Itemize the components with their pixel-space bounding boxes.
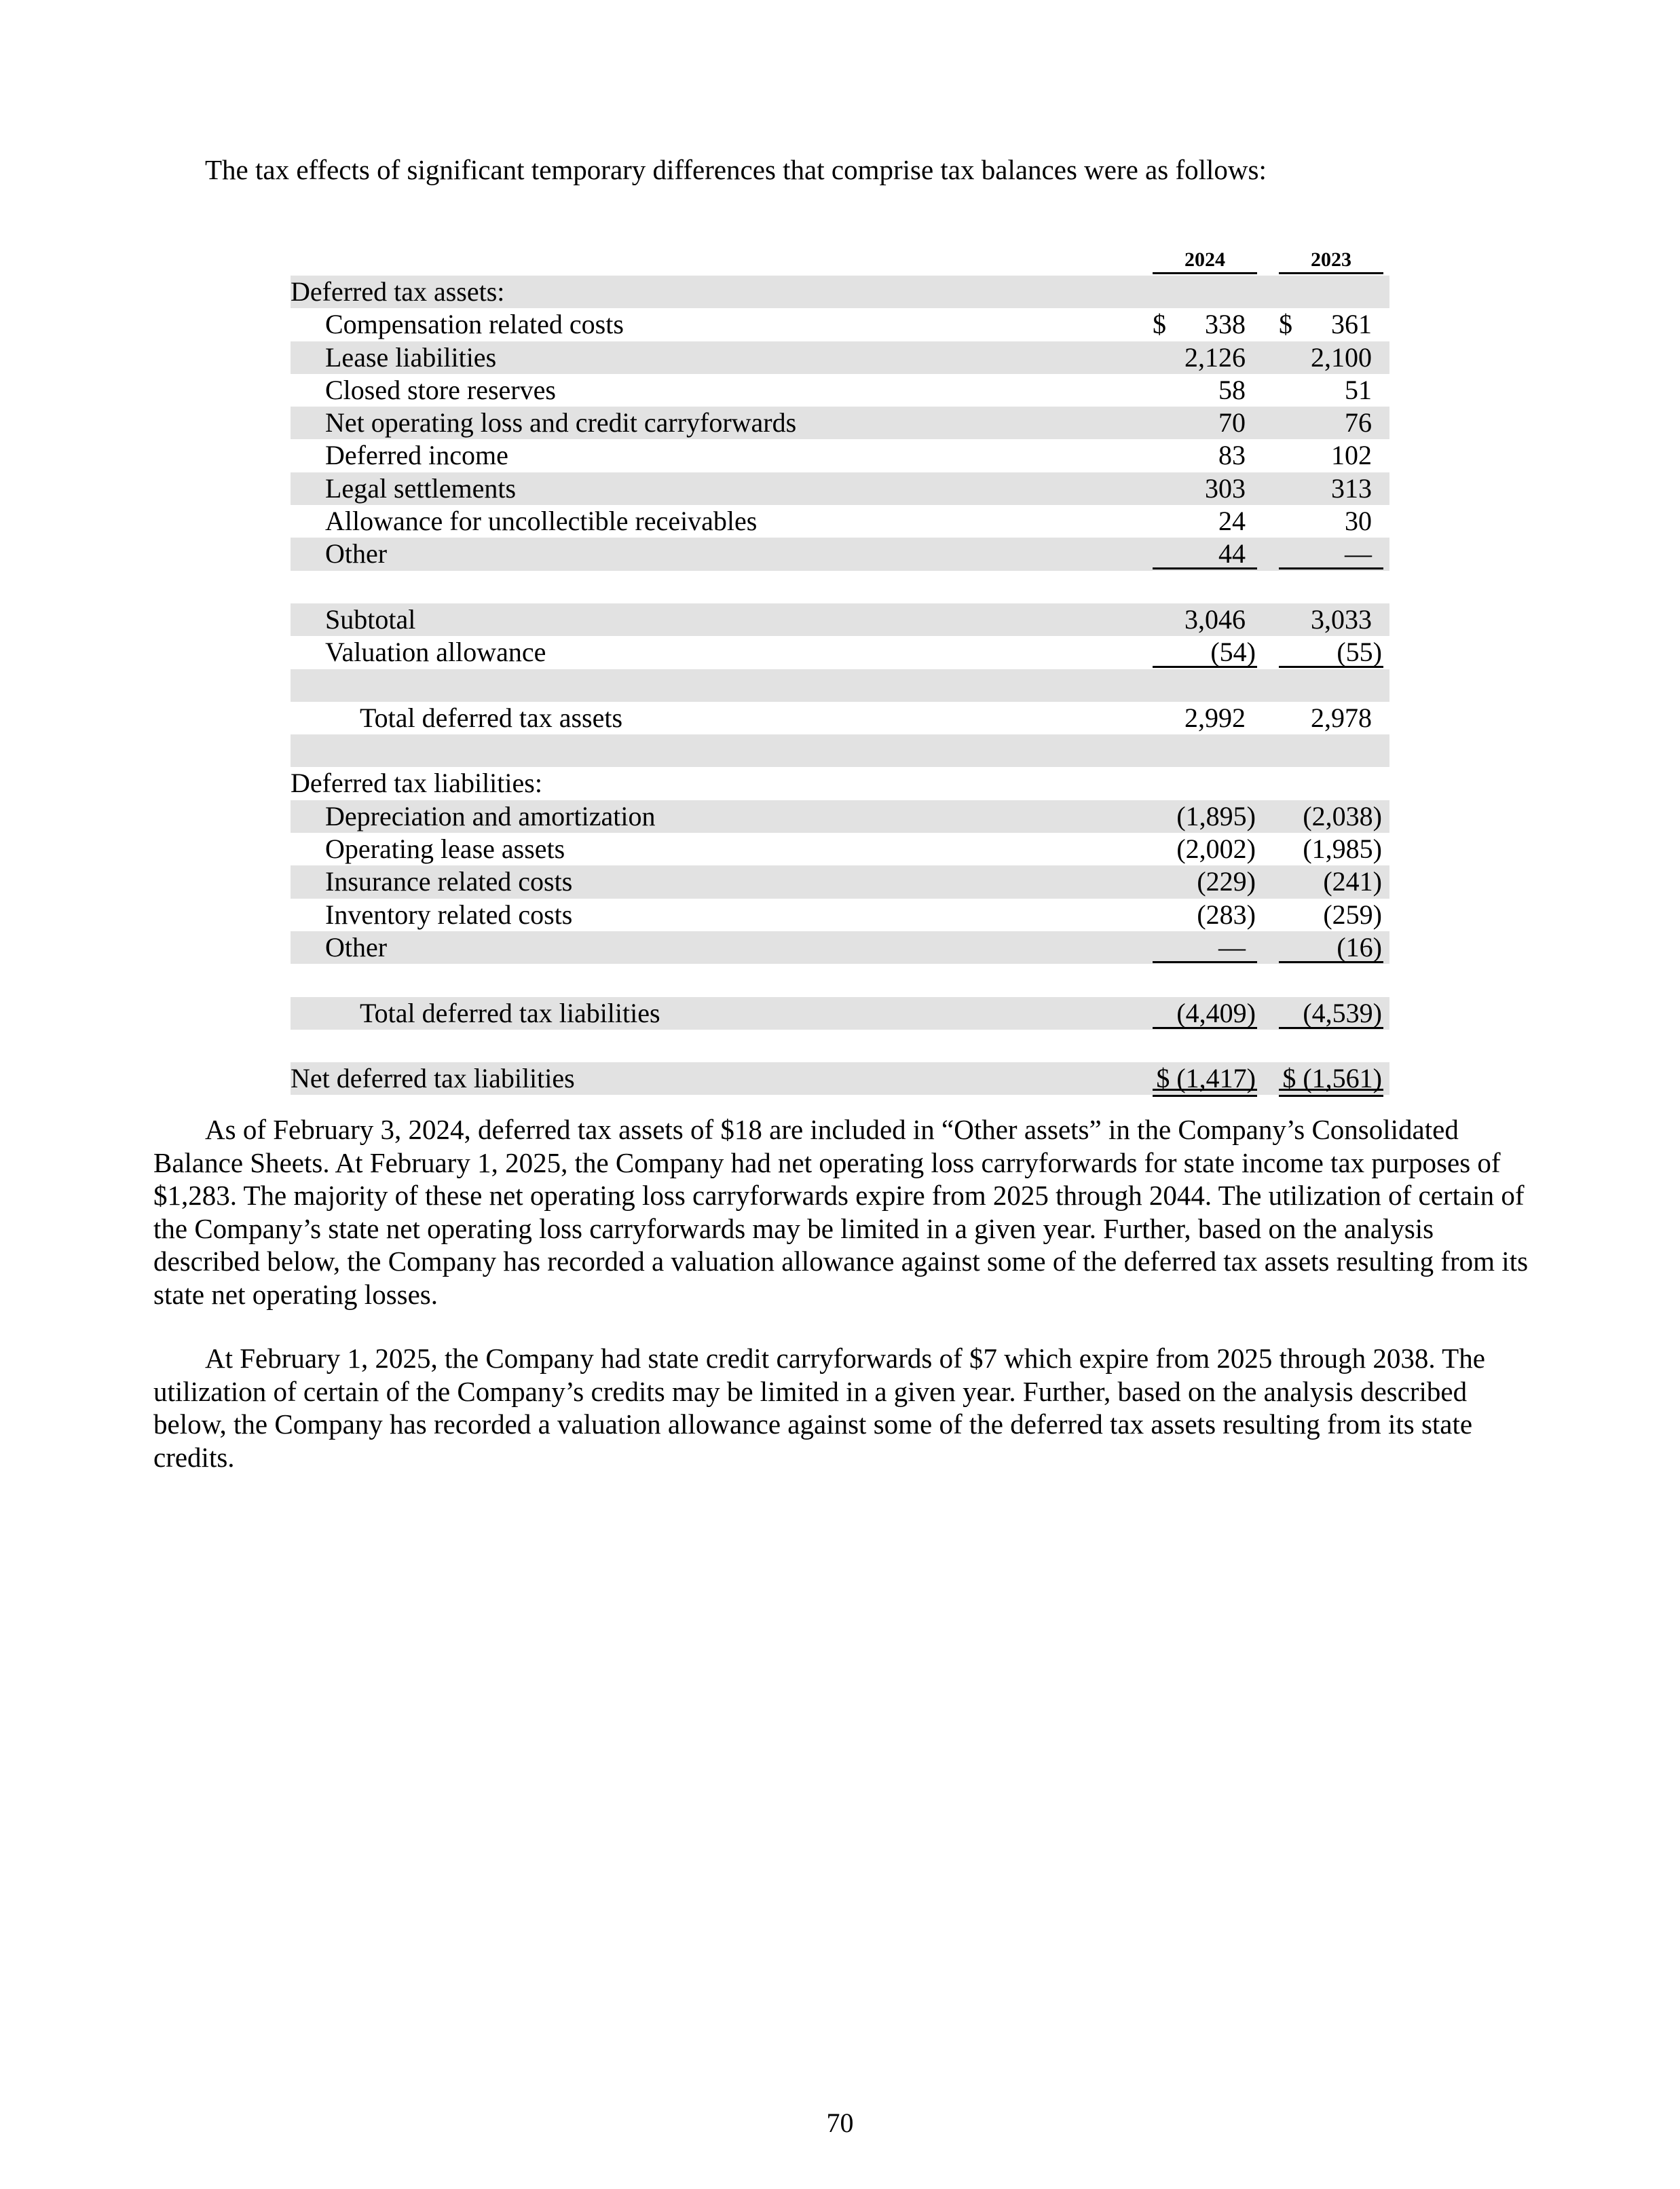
value-2024: (54) [1210, 637, 1256, 668]
value-2024: 303 [1205, 472, 1246, 504]
row-label: Legal settlements [325, 472, 517, 504]
row-label: Lease liabilities [325, 341, 497, 373]
col-header-2024: 2024 [1153, 248, 1257, 274]
table-row [291, 538, 1389, 570]
row-label: Compensation related costs [325, 309, 624, 340]
value-2024: 2,992 [1184, 702, 1246, 733]
value-2024: 44 [1218, 538, 1246, 569]
value-2024: $ (1,417) [1156, 1063, 1256, 1094]
section-header-liabilities [291, 767, 1389, 800]
spacer-row [291, 1030, 1389, 1062]
value-2023: (2,038) [1303, 800, 1382, 831]
value-2024: 83 [1218, 440, 1246, 471]
value-2023: (16) [1337, 931, 1382, 962]
value-2023: 361 [1331, 309, 1372, 340]
section-header-assets [291, 276, 1389, 308]
value-2024: 70 [1218, 407, 1246, 438]
value-2023: (55) [1337, 637, 1382, 668]
paragraph-1: As of February 3, 2024, deferred tax assets of $18 are included in “Other assets” in the Company’s Consolidated Balance Sheets. At February 1, 2025, the Company had net operating loss carryforwards for state income tax purposes of $1,283. The majority of these net operating loss carryforwards expire from 2025 through 2044. The utilization of certain of the Company’s state net operating loss carryforwards may be limited in a given year. Further, based on the analysis described below, the Company has recorded a valuation allowance against some of the deferred tax assets resulting from its state net operating losses. [153, 1114, 1529, 1310]
table-header [291, 248, 1389, 276]
row-label: Deferred income [325, 440, 508, 471]
value-2024: 24 [1218, 506, 1246, 537]
value-2024: — [1218, 931, 1246, 962]
page-number: 70 [826, 2108, 854, 2138]
row-label: Allowance for uncollectible receivables [325, 506, 758, 537]
value-2023: 51 [1345, 374, 1372, 405]
intro-text: The tax effects of significant temporary differences that comprise tax balances were as follows: [205, 154, 1267, 185]
spacer-row [291, 734, 1389, 767]
row-label: Closed store reserves [325, 374, 556, 405]
row-label: Other [325, 931, 388, 962]
row-label: Net operating loss and credit carryforwards [325, 407, 797, 438]
value-2024: (229) [1197, 866, 1256, 897]
table-row [291, 833, 1389, 865]
value-2024: (4,409) [1176, 997, 1256, 1028]
value-2024: 3,046 [1184, 603, 1246, 635]
value-2023: 76 [1345, 407, 1372, 438]
row-label: Total deferred tax liabilities [360, 997, 660, 1028]
total-liabilities-row [291, 997, 1389, 1030]
spacer-row [291, 571, 1389, 603]
value-2023: 313 [1331, 472, 1372, 504]
value-2024: (1,895) [1176, 800, 1256, 831]
spacer-row [291, 669, 1389, 702]
table-row [291, 899, 1389, 931]
table-row [291, 800, 1389, 833]
row-label: Other [325, 538, 388, 569]
row-label: Insurance related costs [325, 866, 573, 897]
row-label: Total deferred tax assets [360, 702, 623, 733]
row-label: Subtotal [325, 603, 416, 635]
table-row [291, 865, 1389, 898]
value-2024: 58 [1218, 374, 1246, 405]
row-label: Deferred tax assets: [291, 276, 505, 307]
row-label: Depreciation and amortization [325, 800, 656, 831]
row-label: Inventory related costs [325, 899, 573, 930]
value-2023: $ (1,561) [1282, 1063, 1382, 1094]
value-2023: 2,978 [1311, 702, 1372, 733]
value-2023: (241) [1323, 866, 1382, 897]
value-2023: (1,985) [1303, 834, 1382, 865]
row-label: Deferred tax liabilities: [291, 768, 542, 799]
table-row [291, 308, 1389, 341]
table-row [291, 505, 1389, 538]
value-2023: 30 [1345, 506, 1372, 537]
col-header-2023: 2023 [1279, 248, 1383, 274]
table-row [291, 931, 1389, 964]
total-assets-row [291, 702, 1389, 734]
row-label: Valuation allowance [325, 637, 546, 668]
value-2023: 2,100 [1311, 341, 1372, 373]
value-2024: 2,126 [1184, 341, 1246, 373]
net-liabilities-row [291, 1062, 1389, 1095]
value-2024: 338 [1205, 309, 1246, 340]
value-2023: 3,033 [1311, 603, 1372, 635]
subtotal-row [291, 603, 1389, 636]
deferred-tax-table [291, 248, 1389, 1095]
table-row [291, 439, 1389, 472]
row-label: Operating lease assets [325, 834, 565, 865]
value-2024: (283) [1197, 899, 1256, 930]
spacer-row [291, 964, 1389, 996]
valuation-allowance-row [291, 636, 1389, 669]
currency-symbol: $ [1153, 309, 1166, 340]
value-2023: (259) [1323, 899, 1382, 930]
table-row [291, 341, 1389, 374]
value-2024: (2,002) [1176, 834, 1256, 865]
value-2023: — [1345, 538, 1372, 569]
currency-symbol: $ [1279, 309, 1292, 340]
table-row [291, 374, 1389, 407]
value-2023: (4,539) [1303, 997, 1382, 1028]
value-2023: 102 [1331, 440, 1372, 471]
paragraph-2: At February 1, 2025, the Company had state credit carryforwards of $7 which expire from 2025 through 2038. The utilization of certain of the Company’s credits may be limited in a given year. Further, based on the analysis described below, the Company has recorded a valuation allowance against some of the deferred tax assets resulting from its state credits. [153, 1343, 1485, 1473]
table-row [291, 407, 1389, 439]
table-row [291, 472, 1389, 505]
row-label: Net deferred tax liabilities [291, 1063, 575, 1094]
